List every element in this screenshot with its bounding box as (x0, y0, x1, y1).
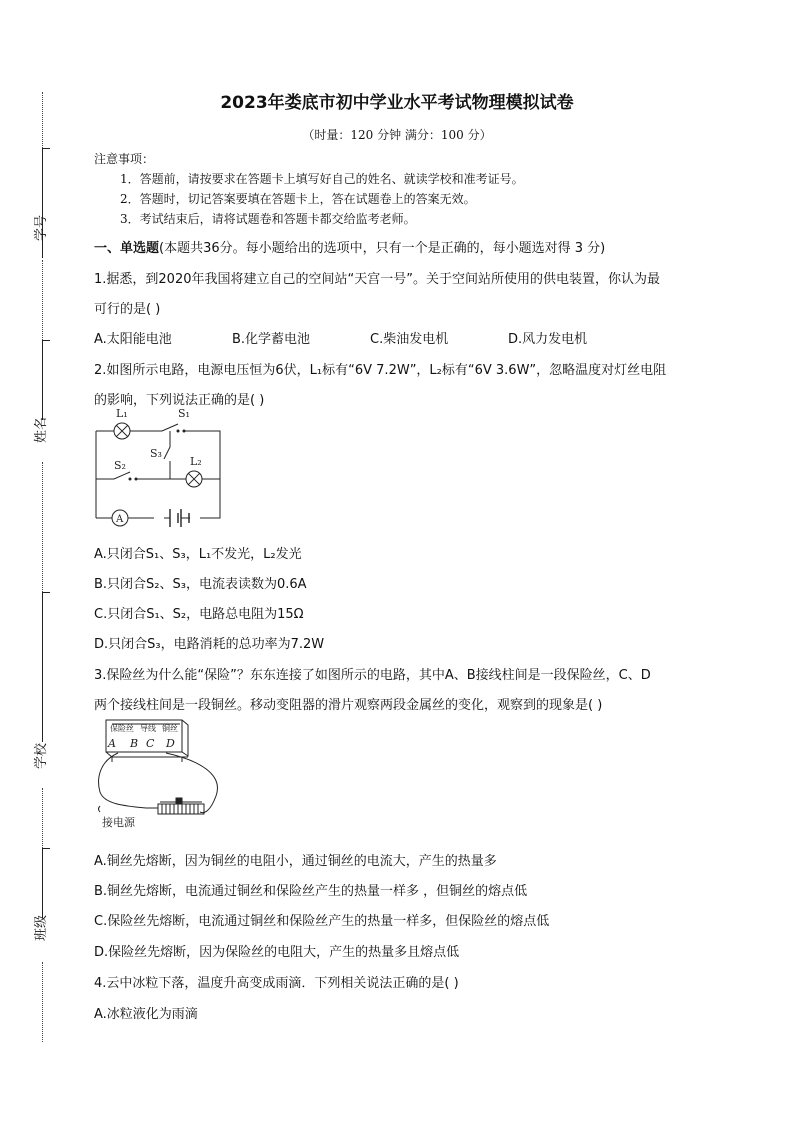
terminal-c: C (146, 737, 155, 750)
margin-tick (42, 148, 50, 149)
option-d: D.风力发电机 (508, 332, 588, 347)
switch-s3 (164, 431, 170, 479)
margin-tick (42, 592, 50, 593)
notice-item: 3．考试结束后，请将试题卷和答题卡都交给监考老师。 (120, 212, 416, 226)
margin-dotted-line (42, 962, 43, 1042)
question-1-line-1: 1.据悉，到2020年我国将建立自己的空间站“天宫一号”。关于空间站所使用的供电装置，你认为最 (94, 272, 660, 287)
margin-tick (42, 340, 50, 341)
exam-title: 2023年娄底市初中学业水平考试物理模拟试卷 (220, 93, 574, 113)
margin-solid-line (42, 148, 43, 258)
label-l2: L₂ (190, 455, 202, 468)
notice-heading: 注意事项： (94, 152, 155, 166)
margin-dotted-line (42, 788, 43, 848)
option-a: A.太阳能电池 (94, 332, 172, 347)
label-power: 接电源 (102, 816, 135, 829)
question-2-option-d: D.只闭合S₃，电路消耗的总功率为7.2W (94, 637, 325, 652)
question-2-line-1: 2.如图所示电路，电源电压恒为6伏，L₁标有“6V 7.2W”，L₂标有“6V 3.6W”，忽略温度对灯丝电阻 (94, 363, 667, 378)
margin-solid-line (42, 592, 43, 742)
margin-dotted-line (42, 462, 43, 592)
binding-margin (0, 0, 80, 1123)
question-3-line-1: 3.保险丝为什么能“保险”？东东连接了如图所示的电路，其中A、B接线柱间是一段保险丝，C、D (94, 668, 651, 683)
circuit-diagram (92, 405, 232, 530)
margin-solid-line (42, 340, 43, 420)
label-s3: S₃ (150, 447, 162, 460)
section-heading-bold: 一、单选题 (94, 241, 160, 256)
margin-label-class: 班级 (34, 914, 49, 941)
question-3-option-a: A.铜丝先熔断，因为铜丝的电阻小，通过铜丝的电流大，产生的热量多 (94, 854, 497, 869)
section-heading (94, 237, 605, 256)
label-s2: S₂ (114, 459, 126, 472)
margin-tick (42, 848, 50, 849)
label-s1: S₁ (178, 407, 190, 420)
question-4-option-a: A.冰粒液化为雨滴 (94, 1007, 198, 1022)
question-2-option-b: B.只闭合S₂、S₃，电流表读数为0.6A (94, 577, 307, 592)
question-3-option-c: C.保险丝先熔断，电流通过铜丝和保险丝产生的热量一样多，但保险丝的熔点低 (94, 914, 550, 929)
wire-left (99, 753, 146, 808)
margin-label-name: 姓名 (34, 416, 49, 443)
notice-item: 2．答题时，切记答案要填在答题卡上，答在试题卷上的答案无效。 (120, 192, 476, 206)
question-2-option-c: C.只闭合S₁、S₂，电路总电阻为15Ω (94, 607, 304, 622)
terminal-a: A (108, 737, 116, 750)
question-1-options (94, 328, 714, 347)
label-l1: L₁ (116, 407, 128, 420)
question-1-line-2: 可行的是( ) (94, 302, 161, 317)
terminal-d: D (166, 737, 175, 750)
margin-dotted-line (42, 260, 43, 340)
option-b: B.化学蓄电池 (232, 332, 311, 347)
margin-solid-line (42, 848, 43, 918)
question-3-option-b: B.铜丝先熔断，电流通过铜丝和保险丝产生的热量一样多 ，但铜丝的熔点低 (94, 884, 528, 899)
exam-subtitle: （时量：120 分钟 满分：100 分） (302, 128, 492, 142)
label-ammeter: A (116, 514, 124, 525)
question-3-line-2: 两个接线柱间是一段铜丝。移动变阻器的滑片观察两段金属丝的变化，观察到的现象是( ) (94, 698, 603, 713)
label-fuse: 保险丝 (110, 724, 134, 733)
margin-label-student-id: 学号 (34, 214, 49, 241)
question-4-line-1: 4.云中冰粒下落，温度升高变成雨滴．下列相关说法正确的是( ) (94, 976, 459, 991)
question-2-option-a: A.只闭合S₁、S₃，L₁不发光，L₂发光 (94, 547, 302, 562)
rheostat (158, 804, 204, 814)
margin-label-school: 学校 (34, 742, 49, 769)
notice-item: 1．答题前，请按要求在答题卡上填写好自己的姓名、就读学校和准考证号。 (120, 172, 524, 186)
terminal-b: B (130, 737, 139, 750)
label-wire: 导线 (140, 724, 156, 733)
section-heading-rest: (本题共36分。每小题给出的选项中，只有一个是正确的，每小题选对得 3 分) (159, 241, 606, 256)
fuse-experiment-diagram (96, 716, 226, 830)
question-2-line-2: 的影响，下列说法正确的是( ) (94, 393, 265, 408)
option-c: C.柴油发电机 (370, 332, 449, 347)
question-3-option-d: D.保险丝先熔断，因为保险丝的电阻大，产生的热量多且熔点低 (94, 945, 460, 960)
label-copper: 铜丝 (162, 724, 178, 733)
